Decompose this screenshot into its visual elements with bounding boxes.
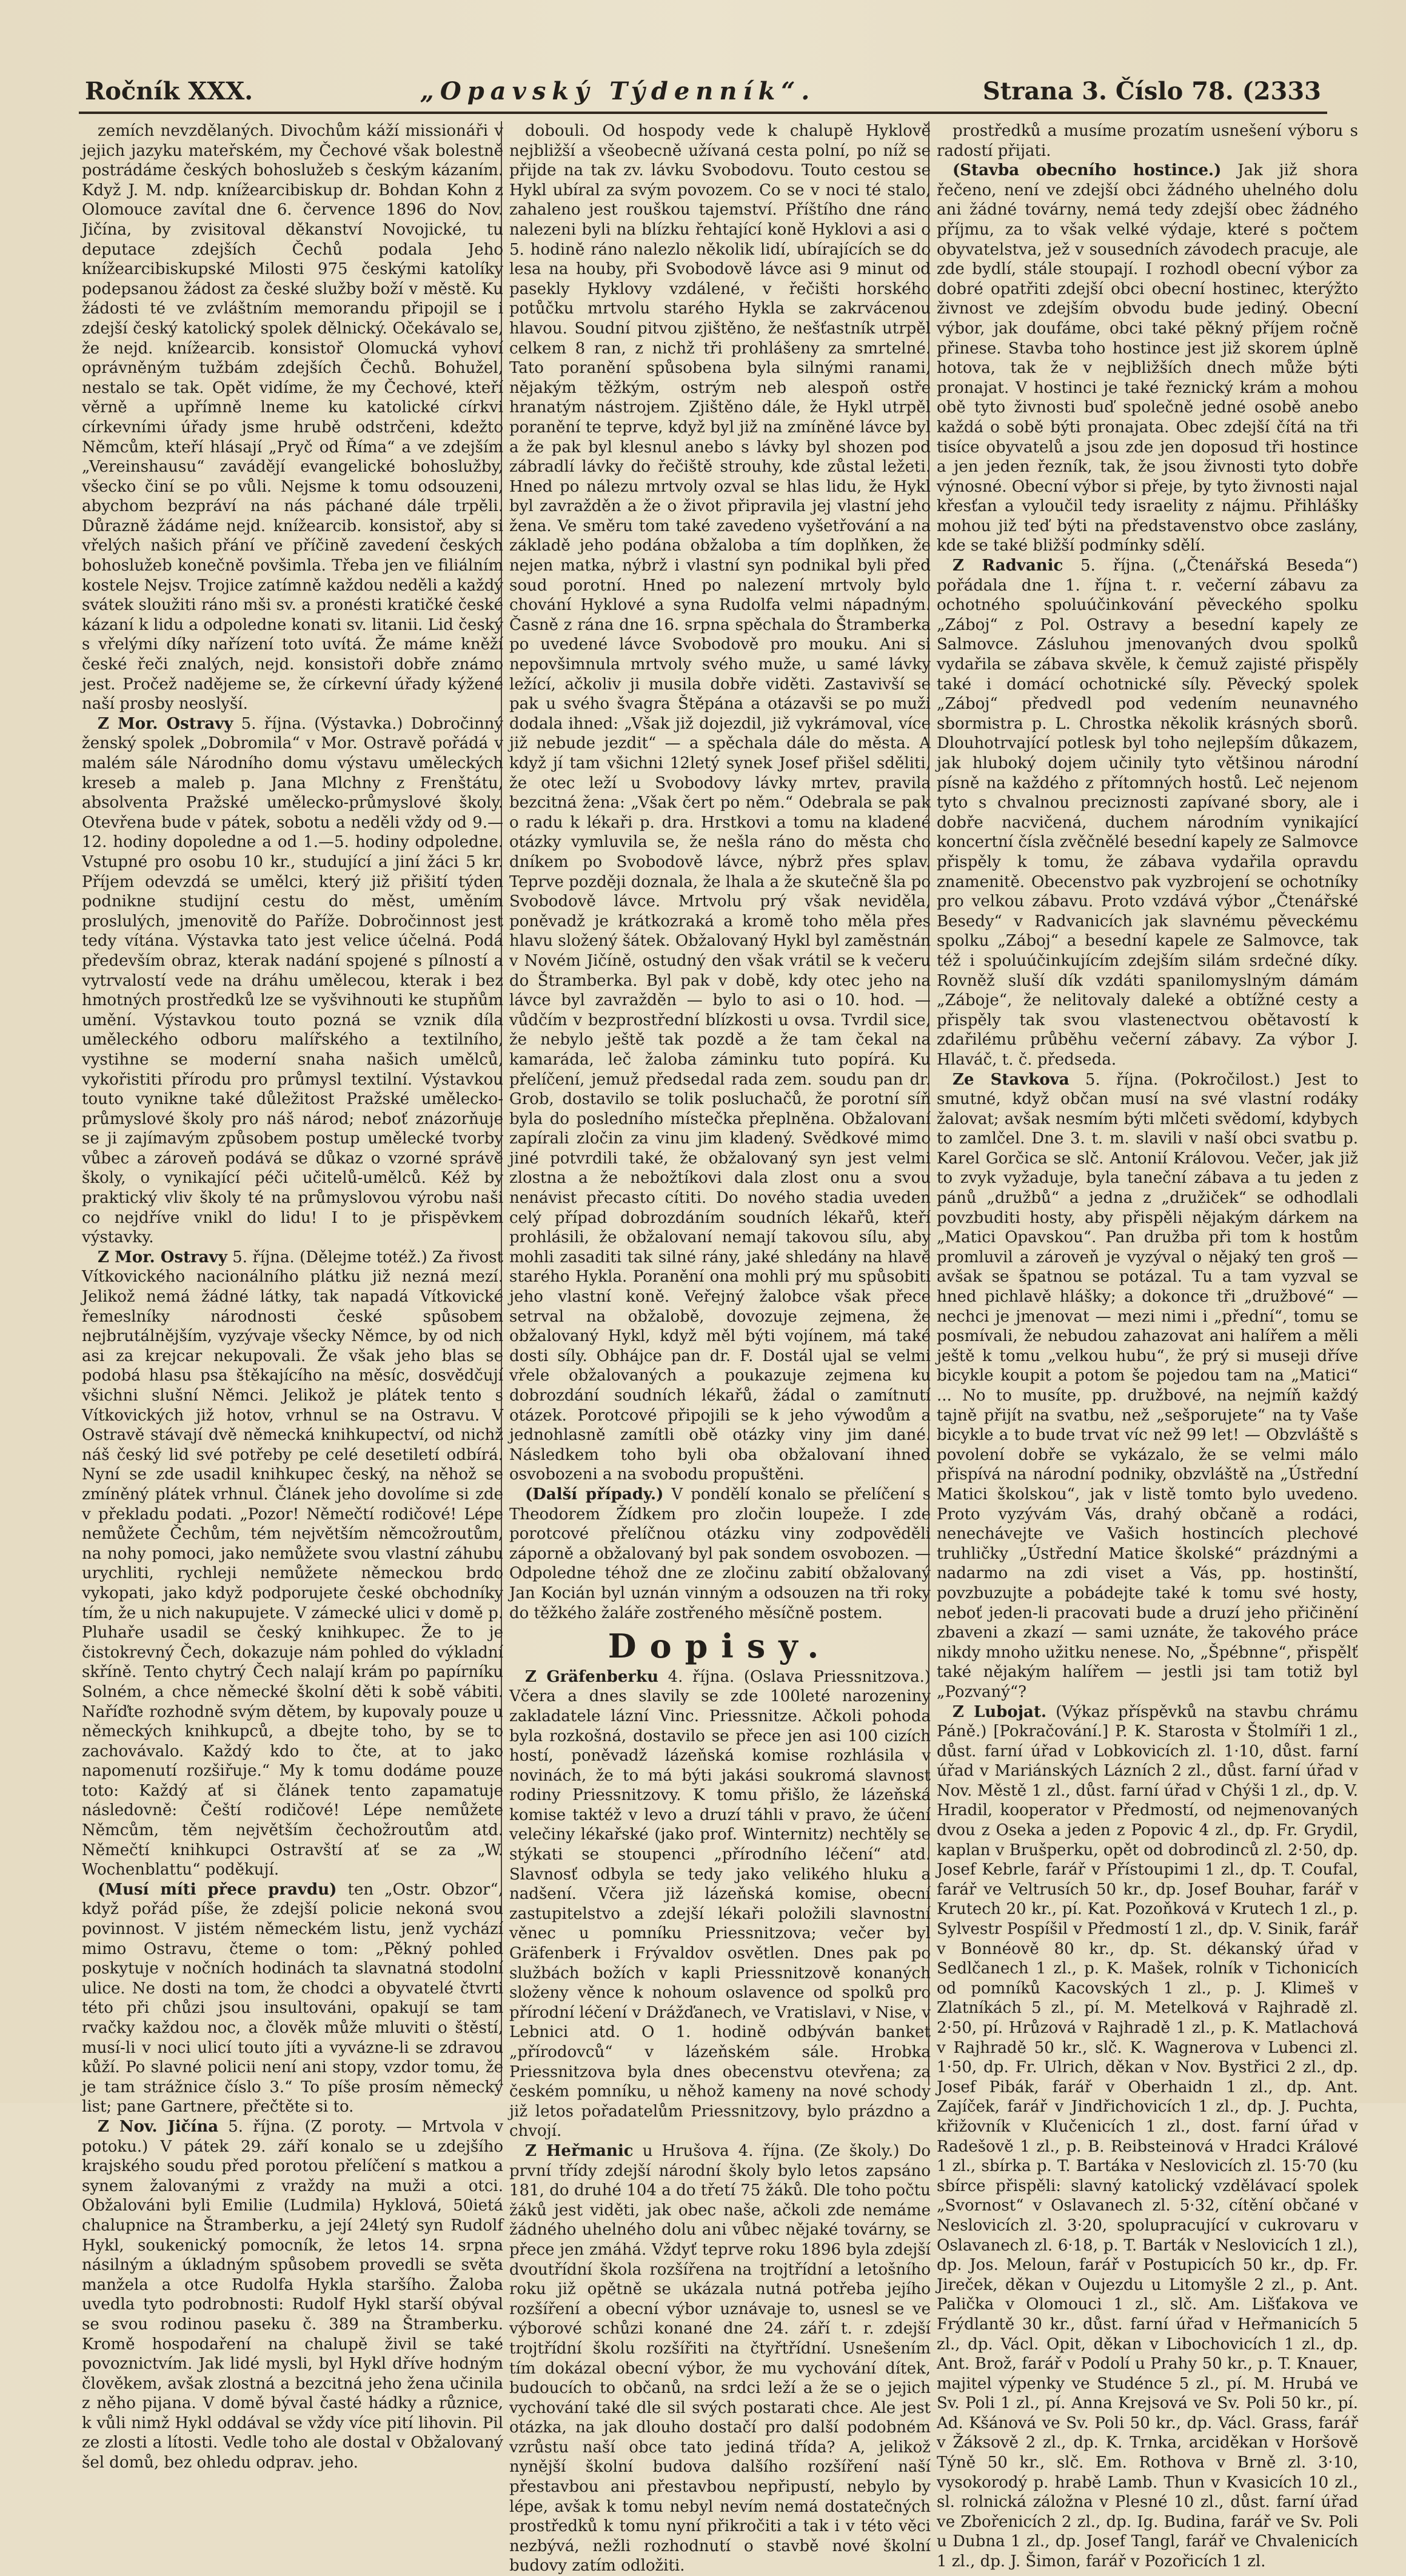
article-text: (Výkaz příspěvků na stavbu chrámu Páně.) [Pokračování.] P. K. Starosta v Štolmíři 1 zl., důst. farní úřad v Lobkovicích zl. 1·10, důst. farní úřad v Mariánských Lázních 2 zl., důst. farní úřad v Nov. Městě 1 zl., důst. farní úřad v Chýši 1 zl., dp. V. Hradil, kooperator v Předmostí, od nejmenovaných dvou z Oseka a jeden z Popovic 4 zl., dp. Fr. Grydil, kaplan v Brušperku, opět od dobrodinců zl. 2·50, dp. Josef Kebrle, farář v Přístoupimi 1 zl., dp. T. Coufal, farář ve Veltrusích 50 kr., dp. Josef Bouhar, farář v Krutech 20 kr., pí. Kat. Pozoňková v Krutech 1 zl., p. Sylvestr Pospíšil v Předmostí 1 zl., dp. V. Sinik, farář v Bonnéově 80 kr., dp. St. dékanský úřad v Sedlčanech 1 zl., p. K. Mašek, rolník v Tichonicích od pomníků Kacovských 1 zl., p. J. Klimeš v Zlatníkách 5 zl., pí. M. Metelková v Rajhradě zl. 2·50, pí. Hrůzová v Rajhradě 1 zl., p. K. Matlachová v Rajhradě 50 kr., slč. K. Wagnerova v Lubenci zl. 1·50, dp. Fr. Ulrich, děkan v Nov. Bystřici 2 zl., dp. Josef Pibák, farář v Oberhaidn 1 zl., dp. Ant. Zajíček, farář v Jindřichovicích 1 zl., dp. J. Puchta, křižovník v Klučenicích 1 zl., dost. farní úřad v Radešově 1 zl., p. B. Reibsteinová v Hradci Králové 1 zl., sbírka p. T. Bartáka v Neslovicích zl. 15·70 (ku sbírce přispěli: slavný katolický vzdělávací spolek „Svornost“ v Oslavanech zl. 5·32, cítění občané v Neslovicích zl. 3·20, spolupracující v cukrovaru v Oslavanech zl. 6·18, p. T. Barták v Neslovicích 1 zl.), dp. Jos. Meloun, farář v Postupicích 50 kr., dp. Fr. Jireček, děkan v Oujezdu u Litomyšle 2 zl., p. Ant. Palička v Olomouci 1 zl., slč. Am. Lišťakova ve Frýdlantě 30 kr., důst. farní úřad v Heřmanicích 5 zl., dp. Václ. Opit, děkan v Libochovicích 1 zl., dp. Ant. Brož, farář v Podolí u Prahy 50 kr., p. T. Knauer, majitel výpenky ve Studénce 5 zl., pí. M. Hrubá ve Sv. Poli 1 zl., pí. Anna Krejsová ve Sv. Poli 50 kr., pí. Ad. Kšánová ve Sv. Poli 50 kr., dp. Václ. Grass, farář v Žáksově 2 zl., dp. K. Trnka, arciděkan v Horšově Týně 50 kr., slč. Em. Rothova v Brně zl. 3·10, vysokorodý p. hrabě Lamb. Thun v Kvasicích 10 zl., sl. rolnická záložna v Plesné 10 zl., důst. farní úřad ve Zbořenicích 2 zl., dp. Ig. Budina, farář ve Sv. Poli u Dubna 1 zl., dp. Josef Tangl, farář ve Chvalenicích 1 zl., dp. J. Šimon, farář v Pozořicích 1 zl. [937, 1702, 1358, 2571]
article-text: 5. října. („Čtenářská Beseda“) pořádala dne 1. října t. r. večerní zábavu za ochotného spoluúčinkování pěveckého spolku „Záboj“ z Pol. Ostravy a besední kapely ze Salmovce. Zásluhou jmenovaných dvou spolků vydařila se zábava skvěle, k čemuž zajisté přispěly také i domácí ochotnické síly. Pěvecký spolek „Záboj“ předvedl pod vedením neunavného sbormistra p. L. Chrostka několik krásných sborů. Dlouhotrvající potlesk byl toho nejlepším důkazem, jak hluboký dojem učinily tyto většinou národní písně na každého z přítomných hostů. Leč nejenom tyto s chvalnou preciznosti zapívané sbory, ale i dobře nacvičená, duchem národním vynikající koncertní čísla zvěčnělé besední kapely ze Salmovce přispěly k tomu, že zábava vydařila opravdu znamenitě. Obecenstvo pak vyzbrojení se ochotníky pro velkou zábavu. Proto vzdává výbor „Čtenářské Besedy“ v Radvanicích jak slavnému pěveckému spolku „Záboj“ a besední kapele ze Salmovce, tak též i spoluúčinkujícím zdejším silám srdečné díky. Rovněž sluší dík vzdáti spanilomyslným dámám „Záboje“, že nelitovaly daleké a obtížné cesty a přispěly tak svou vlastenectvou obětavostí k zdařilému průběhu večerní zábavy. Za výbor J. Hlaváč, t. č. předseda. [937, 557, 1358, 1069]
header-title: „Opavský Týdenník“. [420, 76, 816, 105]
article-text: zemích nevzdělaných. Divochům káží missionáři v jejich jazyku mateřském, my Čechové však bolestně postrádáme českých bohoslužeb s českým kázaním. Když J. M. ndp. knížearcibiskup dr. Bohdan Kohn z Olomouce zavítal dne 6. července 1896 do Nov. Jičína, by zvisitoval děkanství Novojické, tu deputace zdejších Čechů podala Jeho knížearcibiskupské Milosti 975 českými katolíky podepsanou žádost za české služby boží v městě. Ku žádosti té ve zvláštním memorandu připojil se i zdejší český katolický spolek dělnický. Očekávalo se, že nejd. knížearcib. konsistoř Olomucká vyhoví oprávněným tužbám zdejších Čechů. Bohužel, nestalo se tak. Opět vidíme, že my Čechové, kteří věrně a upřímně lneme ku katolické církvi církevními úřady jsme hrubě odstrčeni, kdežto Němcům, kteří hlásají „Pryč od Říma“ a ve zdejším „Vereinshausu“ zavádějí evangelické bohoslužby, všecko činí se po vůli. Nejsme k tomu odsouzeni, abychom bezpráví na nás páchané dále trpěli. Důrazně žádáme nejd. knížearcib. konsistoř, aby si vřelých našich přání ve příčině zavedení českých bohoslužeb konečně povšimla. Třeba jen ve filiálním kostele Nejsv. Trojice zatímně každou neděli a každý svátek sloužiti ráno mši sv. a pronésti kratičké české kázaní k lidu a odpoledne konati sv. litanii. Lid český s vřelými díky nařízení toto uvítá. Že máme kněží české řeči znalých, nejd. konsistoři dobře známo jest. Pročež nadějeme se, že církevní úřady kýžené naší prosby neoslyší. [82, 122, 503, 714]
article-dateline: Z Lubojat. [952, 1702, 1047, 1721]
article-paragraph [509, 121, 931, 1485]
article-text: u Hrušova 4. října. (Ze školy.) Do první třídy zdejší národní školy bylo letos zapsáno 181, do druhé 104 a do třetí 75 žáků. Dle toho počtu žáků jest viděti, jak obec naše, ačkoli zde nemáme žádného uhelného dolu ani vůbec nějaké továrny, se přece jen zmáhá. Vždyť teprve roku 1896 byla zdejší dvoutřídní škola rozšířena na trojtřídní a letošního roku již opětně se ukázala nutná potřeba jejího rozšíření a obecní výbor uznávaje to, usnesl se ve výborové schůzi konané dne 24. září t. r. zdejší trojtřídní školu rozšířiti na čtyřtřídní. Usnešením tím dokázal obecní výbor, že mu vychování dítek, budoucích to občanů, na srdci leží a že se o jejich vychování také dle sil svých postarati chce. Ale jest otázka, na jak dlouho dostačí pro další podobném vzrůstu naší obce tato jediná třída? A, jelikož nynější školní budova dalšího rozšíření naší přestavbou ani přestavbou nepřipustí, nebylo by lépe, avšak k tomu nebyl nevím nemá dostatečných prostředků k tomu nyní přikročiti a tak i v této věci nezbývá, nežli rozhodnutí o stavbě nové školní budovy zatím odložiti. [509, 2141, 931, 2575]
article-dateline: Z Mor. Ostravy [98, 1248, 227, 1266]
article-dateline: (Musí míti přece pravdu) [98, 1880, 337, 1899]
text-column-2 [509, 121, 931, 2575]
article-dateline: Ze Stavkova [952, 1070, 1070, 1089]
article-text: 5. října. (Z poroty. — Mrtvola v potoku.) V pátek 29. září konalo se u zdejšího krajského soudu před porotou přelíčení s matkou a synem žalovanými z vraždy na muži a otci. Obžalováni byli Emilie (Ludmila) Hyklová, 50ietá chalupnice na Štramberku, a její 24letý syn Rudolf Hykl, soukenický pomocník, že letos 14. srpna násilným a úkladným spůsobem provedli se světa manžela a otce Rudolfa Hykla staršího. Žaloba uvedla tyto podrobnosti: Rudolf Hykl starší obýval se svou rodinou paseku č. 389 na Štramberku. Kromě hospodaření na chalupě živil se také povoznictvím. Jak lidé mysli, byl Hykl dříve hodným člověkem, avšak zlostná a bezcitná jeho žena učinila z něho pijana. V domě býval časté hádky a různice, k vůli nimž Hykl oddával se vždy více pití lihovin. Pil ze zlosti a lítosti. Vedle toho ale dostal v Obžalovaný šel domů, bez ohledu odprav. jeho. [82, 2117, 504, 2472]
article-dateline: Z Heřmanic [525, 2141, 634, 2160]
article-paragraph [937, 1070, 1358, 1702]
article-paragraph [509, 1485, 931, 1623]
article-dateline: Z Radvanic [952, 557, 1063, 575]
page-header [85, 72, 1321, 110]
article-paragraph [82, 121, 503, 714]
article-text: V pondělí konalo se přelíčení s Theodorem Žídkem pro zločin loupeže. I zde porotcové přelíčnou otázku viny zodpověděli záporně a obžalovaný byl pak sondem osvobozen. — Odpoledne téhož dne ze zločinu zabití obžalovaný Jan Kocián byl uznán vinným a odsouzen na tři roky do těžkého žaláře zostřeného měsíčně postem. [509, 1485, 931, 1622]
article-paragraph [82, 1248, 503, 1880]
article-paragraph [509, 1667, 931, 2141]
article-paragraph [937, 1702, 1358, 2572]
article-text: dobouli. Od hospody vede k chalupě Hyklově nejbližší a všeobecně užívaná cesta polní, po níž se přijde na tak zv. lávku Svobodovu. Touto cestou se Hykl ubíral za svým povozem. Co se v noci té stalo, zahaleno jest rouškou tajemství. Příštího dne ráno nalezeni byli na blízku řehtající koně Hyklovi a asi o 5. hodině ráno nalezlo několik lidí, ubírajících se do lesa na houby, při Svobodově lávce asi 9 minut od pasekly Hyklovy vzdálené, v řečišti horského potůčku mrtvolu starého Hykla se zakrvácenou hlavou. Soudní pitvou zjištěno, že nešťastník utrpěl celkem 8 ran, z nichž tři prohlášeny za smrtelné. Tato poranění spůsobena byla silnými ranami, nějakým těžkým, ostrým neb alespoň ostře hranatým nástrojem. Zjištěno dále, že Hykl utrpěl poranění te teprve, když byl již na zmíněné lávce byl a že pak byl klesnul anebo s lávky byl shozen pod zábradlí lávky do řečiště strouhy, kde zůstal ležeti. Hned po nálezu mrtvoly ozval se hlas lidu, že Hykl byl zavražděn a že o život připravila jej vlastní jeho žena. Ve směru tom také zavedeno vyšetřování a na základě jeho podána obžaloba a tím doplňken, že nejen matka, nýbrž i vlastní syn podnikal byli před soud porotní. Hned po nalezení mrtvoly bylo chování Hyklové a syna Rudolfa velmi nápadným. Časně z rána dne 16. srpna spěchala do Štramberka po uvedené lávce Svobodově pro mouku. Ani si nepovšimnula mrtvoly svého muže, u samé lávky ležící, ačkoliv ji musila dobře viděti. Zastavivší se pak u svého švagra Štěpána a otázavši se po muži dodala ihned: „Však již dojezdil, již vykrámoval, více již nebude jezdit“ — a spěchala dále do města. A když jí tam všichni 12letý synek Josef přišel sděliti, že otec leží u Svobodovy lávky mrtev, pravila bezcitná žena: „Však čert po něm.“ Odebrala se pak o radu k lékaři p. dra. Hrstkovi a tomu na kladené otázky vymluvila se, že nešla ráno do města cho dníkem po Svobodově lávce, nýbrž přes splav. Teprve později doznala, že lhala a že skutečně šla po Svobodově lávce. Mrtvolu prý však neviděla, poněvadž je krátkozraká a kromě toho měla přes hlavu složený šátek. Obžalovaný Hykl byl zaměstnán v Novém Jičíně, ostudný den však vrátil se k večeru do Štramberka. Byl pak v době, kdy otec jeho na lávce byl zavražděn — bylo to asi o 10. hod. — vůdčím v bezprostřední blízkosti u ovsa. Tvrdil sice, že nebylo ještě tak pozdě a že tam čekal na kamaráda, leč žaloba záminku tuto popírá. Ku přelíčení, jemuž předsedal rada zem. soudu pan dr. Grob, dostavilo se tolik posluchačů, že porotní síň byla do posledního místečka přeplněna. Obžalovaní zapírali zločin za vinu jim kladený. Svědkové mimo jiné potvrdili také, že obžalovaný syn jest velmi zlostna a že nebožtíkovi dala zlost onu a svou nenávist přecasto cítiti. Do nového stadia uveden celý případ dobrozdáním soudních lékařů, kteří prohlásili, že obžalovaní nemají takovou sílu, aby mohli zasaditi tak silné rány, jaké shledány na hlavě starého Hykla. Poranění ona mohli prý mu spůsobiti jeho vlastní koně. Veřejný žalobce však přece setrval na obžalobě, dovozuje zejmena, že obžalovaný Hykl, když měl býti vojínem, má také dosti síly. Obhájce pan dr. F. Dostál ujal se velmi vřele obžalovaných a poukazuje zejmena ku dobrozdání soudních lékařů, žádal o zamítnutí otázek. Porotcové připojili se k jeho výwodům a jednohlasně zamítli obě otázky viny jim dané. Následkem toho byli oba obžalovaní ihned osvobozeni a na svobodu propuštěni. [509, 122, 931, 1484]
article-text: 4. října. (Oslava Priessnitzova.) Včera a dnes slavily se zde 100leté narozeniny zakladatele lázní Vinc. Priessnitze. Ačkoli pohoda byla rozkošná, dostavilo se přece jen asi 100 cizích hostí, poněvadž lázeňská komise rozhlásila v novinách, že to má býti jakási soukromá slavnost rodiny Priessnitzovy. K tomu přišlo, že lázeňská komise taktéž v levo a druzí táhli v pravo, že účení velečiny lékařské (jako prof. Winternitz) nechtěly se stýkati se stoupenci „přírodního léčení“ atd. Slavnosť odbyla se tedy jako velikého hluku a nadšení. Včera již lázeňská komise, obecní zastupitelstvo a zdejší lékaři položili slavnostní věnec u pomníku Priessnitzova; večer byl Gräfenberk i Frývaldov osvětlen. Dnes pak po službách božích v kapli Priessnitzově konaných složeny věnce k nohoum oslavence od spolků pro přírodní léčení v Drážďanech, ve Vratislavi, v Nise, v Lebnici atd. O 1. hodině odbýván banket „přírodovců“ v lázeňském sále. Hrobka Priessnitzova byla dnes obecenstvu otevřena; za českém pomníku, u něhož kameny na nové schody již letos pořadatelům Priessnitzovy, bylo prázdno a chvojí. [509, 1667, 931, 2141]
article-dateline: (Další případy.) [525, 1485, 664, 1504]
header-rule [79, 112, 1327, 114]
article-paragraph [82, 1880, 503, 2117]
article-paragraph [82, 2117, 503, 2473]
article-paragraph [937, 161, 1358, 556]
article-paragraph [82, 714, 503, 1248]
article-paragraph [937, 556, 1358, 1069]
header-page-number: Strana 3. Číslo 78. (2333 [982, 76, 1321, 105]
text-column-1 [82, 121, 504, 2472]
article-text: 5. října. (Výstavka.) Dobročinný ženský spolek „Dobromila“ v Mor. Ostravě pořádá v malém sále Národního domu výstavu uměleckých kreseb a maleb p. Jana Mlchny z Frenštátu, absolventa Pražské umělecko-průmyslové školy. Otevřena bude v pátek, sobotu a neděli vždy od 9.—12. hodiny dopoledne a od 1.—5. hodiny odpoledne. Vstupné pro osobu 10 kr., studující a jiní žáci 5 kr. Příjem odevzdá se umělci, který již přišití týden podnikne studijní cestu do měst, uměním proslulých, jmenovitě do Paříže. Dobročinnost jest tedy vítána. Výstavka tato jest velice účelná. Podá především obraz, kterak nadání spojené s pílností a vytrvalostí vede na dráhu umělecou, kterak i bez hmotných prostředků lze se vyšvihnouti ke stupňům umění. Výstavkou touto pozná se vznik díla uměleckého odboru malířského a textilního, vystihne se moderní snaha našich umělců, vykořistiti přírodu pro průmysl textilní. Výstavkou touto vynikne také důležitost Pražské umělecko-průmyslové školy pro náš národ; neboť znázorňuje se ji zajímavým způsobem postup umělecké tvorby vůbec a zároveň podává se důkaz o vzorné správě školy, o vynikající péči učitelů-umělců. Kéž by praktický vliv školy té na průmyslovou výrobu naši co nejdříve vnikl do lidu! I to je přispěvkem výstavky. [82, 714, 503, 1247]
article-paragraph [509, 2141, 931, 2576]
article-text: Jak již shora řečeno, není ve zdejší obci žádného uhelného dolu ani žádné továrny, nemá tedy zdejší obec žádného příjmu, za to však velké výdaje, které s počtem obyvatelstva, jež v sousedních závodech pracuje, ale zde bydlí, stále stoupají. I rozhodl obecní výbor za dobré opatřiti zdejší obci obecní hostinec, kterýžto živnost ve zdejším obvodu bude jediný. Obecní výbor, jak doufáme, obci také pěkný příjem ročně přinese. Stavba toho hostince jest již skorem úplně hotova, tak že v nejbližších dnech může býti pronajat. V hostinci je také řeznický krám a mohou obě tyto živnosti buď společně jedné osobě anebo každá o sobě býti pronajata. Obec zdejší čítá na tři tisíce obyvatelů a jsou zde jen doposud tři hostince a jen jeden řezník, tak, že jsou živnosti tyto dobře výnosné. Obecní výbor si přeje, by tyto živnosti najal křesťan a vyloučil tedy israelity z nájmu. Přihlášky mohou již teď býti na představenstvo obce zaslány, kde se také bližší podmínky sdělí. [937, 161, 1358, 555]
article-text: ten „Ostr. Obzor“, když pořád píše, že zdejší policie nekoná svou povinnost. V jistém německém listu, jenž vychází mimo Ostravu, čteme o tom: „Pěkný pohled poskytuje v nočních hodinách ta slavnatná stodolní ulice. Ne dosti na tom, že chodci a obyvatelé čtvrti této při chůzi jsou insultováni, opakují se tam rvačky každou noc, a člověk může mluviti o štěstí, musí-li v noci ulicí touto jíti a vyvázne-li se zdravou kůží. Po slavné policii není ani stopy, vzdor tomu, že je tam strážnice číslo 3.“ To píše prosím německý list; pane Gartnere, přečtěte si to. [82, 1880, 503, 2116]
article-text: 5. října. (Dělejme totéž.) Za řivost Vítkovického nacionálního plátku již nezná mezí. Jelikož nemá žádné látky, tak napadá Vítkovické řemeslníky národnosti české spůsobem nejbrutálnějším, vyzývaje všecky Němce, by od nich asi za krejcar nekupovali. Že však jeho blas se podobá hlasu psa štěkajícího na měsíc, dosvědčují všichni slušní Němci. Jelikož je plátek tento s Vítkovických již hotov, vrhnul se na Ostravu. V Ostravě stávají dvě německá knihkupectví, od nichž náš český lid své potřeby pe celé desetiletí odbírá. Nyní se zde usadil knihkupec český, na něhož se zmíněný plátek vrhnul. Článek jeho dovolíme si zde v překladu podati. „Pozor! Němečtí rodičové! Lépe nemůžete Čechům, tém největším němcožroutům, na nohy pomoci, jako nemůžete svou vlastní záhubu urychliti, rychleji nemůžete německou brdo vykopati, jako když podporujete české obchodníky tím, že u nich nakupujete. V zámecké ulici v domě p. Pluhaře usadil se český knihkupec. Že to je čistokrevný Čech, dokazuje nám pohled do výkladní skříně. Tento chytrý Čech nalají krám po papírníku Solném, a chce německé školní děti k sobě vábiti. Naříďte rozhodně svým dětem, by kupovaly pouze u německých knihkupců, a dbejte toho, by se to zachovávalo. Každý kdo to čte, at to jako napomenutí rozšiřuje.“ My k tomu dodáme pouze toto: Každý ať si článek tento zapamatuje následovně: Čeští rodičové! Lépe nemůžete Němcům, těm největším čechožroutům atd. Němečtí knihkupci Ostravští ať se za „W. Wochenblattu“ poděkují. [82, 1248, 503, 1879]
section-heading: Dopisy. [608, 1627, 832, 1666]
article-paragraph [937, 121, 1358, 161]
article-dateline: Z Mor. Ostravy [98, 714, 233, 733]
article-text: prostředků a musíme prozatím usnešení výboru s radostí přijati. [937, 122, 1358, 160]
text-column-3 [937, 121, 1358, 2571]
header-volume: Ročník XXX. [85, 76, 253, 105]
article-text: 5. října. (Pokročilost.) Jest to smutné, když občan musí na své vlastní rodáky žalovat; avšak nesmím býti mlčeti svědomí, kdybych to zamlčel. Dne 3. t. m. slavili v naší obci svatbu p. Karel Gorčica se slč. Antonií Královou. Večer, jak již to zvyk vyžaduje, byla taneční zábava a tu jeden z pánů „družbů“ a jedna z „družiček“ se odhodlali povzbuditi hosty, aby přispěli nějakým dárkem na „Matici Opavskou“. Pan družba při tom k hostům promluvil a zároveň je vyzýval o nějaký ten groš — avšak se špatnou se potázal. Tu a tam vyzval se hned pichlavě hlášky; a dokonce tři „družbové“ — nechci je jmenovat — mezi nimi i „přední“, tomu se posmívali, že nebudou zahazovat ani halířem a měli ještě k tomu „velkou hubu“, že prý si museji dříve bicykle koupit a potom še pojedou tam na „Matici“ ... No to musíte, pp. družbové, na nejmíň každý tajně přijít na svatbu, než „sešporujete“ na ty Vaše bicykle a to bude trvat víc než 99 let! — Obzvláště s povolení dobře se vykázalo, že se velmi málo přispívá na národní podniky, obzvláště na „Ústřední Matici školskou“, jak v listě tomto bylo uvedeno. Proto vyzývám Vás, drahý občaně a rodáci, nenechávejte ve Vašich hostincích plechové truhličky „Ústřední Matice školské“ prázdnými a nadarmo na zdi viset a Vás, pp. hostinští, povzbuzujte a pobádejte také k tomu své hosty, neboť jeden-li pracovati bude a druzí jeho přičinění zbaveni a zkazí — sami uznáte, že takového práce nikdy mnoho užitku nenese. No, „Špébnne“, přispělť také nějakým halířem — jestli jsi tam totiž byl „Pozvaný“? [937, 1070, 1358, 1701]
article-dateline: Z Nov. Jičína [98, 2117, 219, 2136]
article-dateline: Z Gräfenberku [525, 1667, 659, 1686]
article-dateline: (Stavba obecního hostince.) [952, 161, 1222, 180]
